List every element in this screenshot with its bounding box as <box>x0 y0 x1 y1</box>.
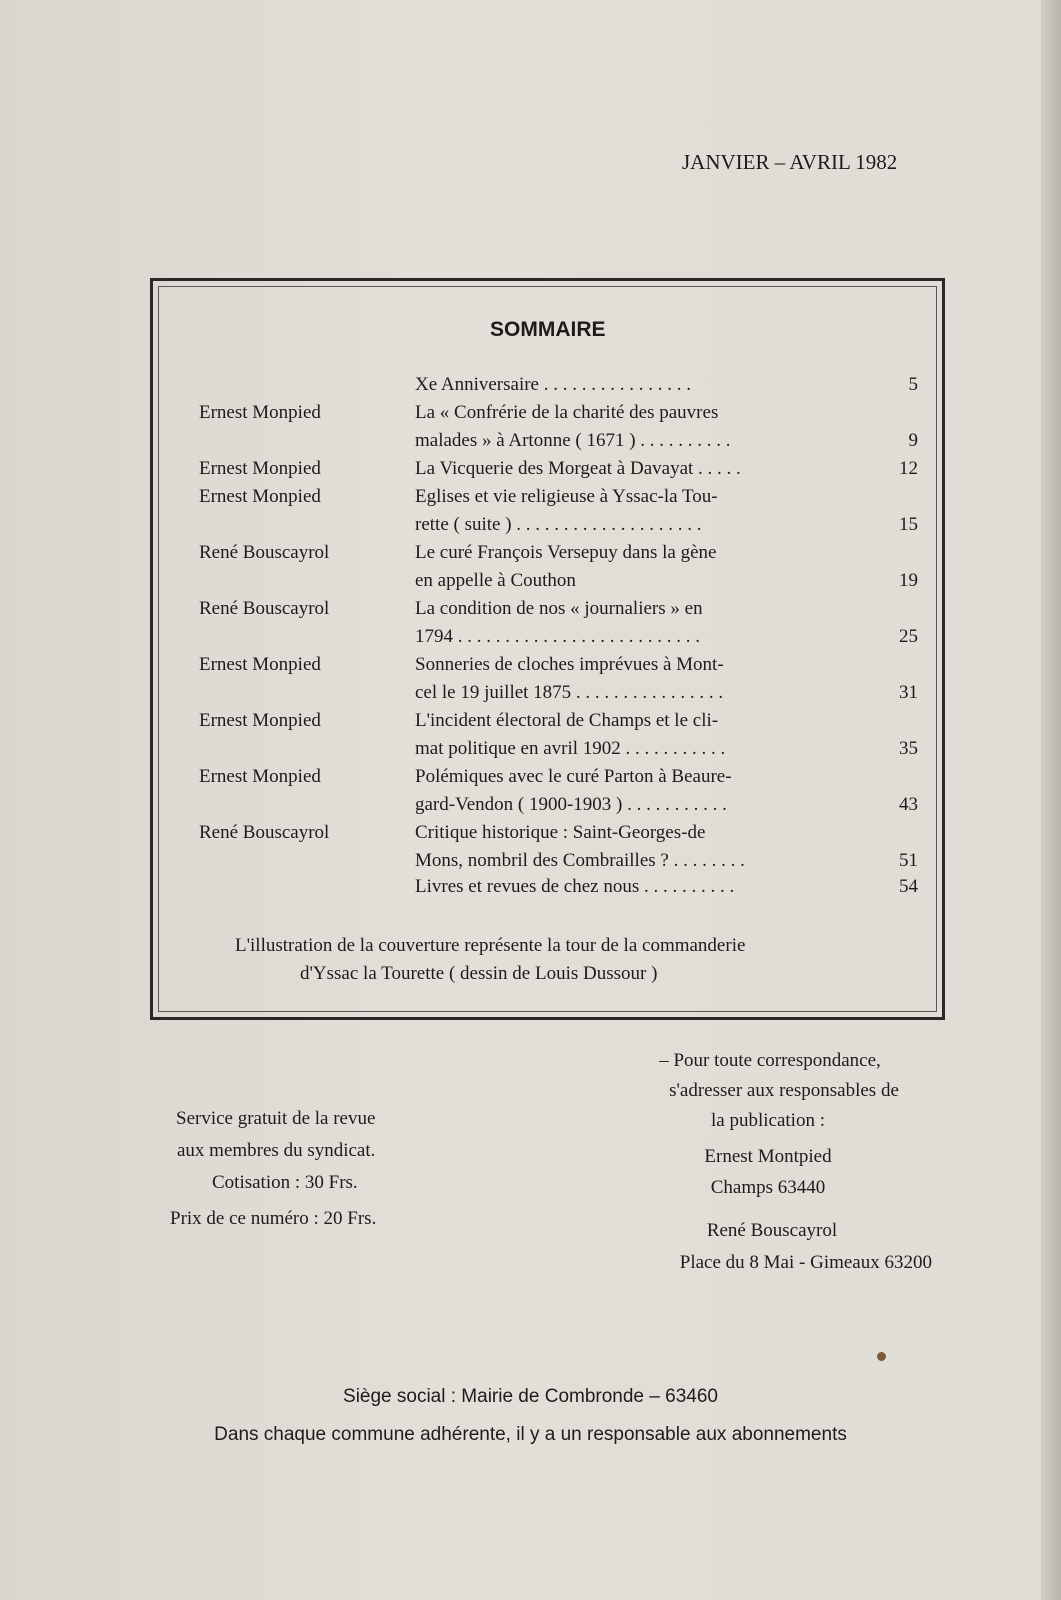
toc-author: Ernest Monpied <box>199 710 321 731</box>
toc-author: René Bouscayrol <box>199 542 330 563</box>
toc-page-number: 9 <box>908 430 918 451</box>
contact-address: Champs 63440 <box>710 1177 826 1198</box>
toc-author: Ernest Monpied <box>199 458 321 479</box>
toc-page-number: 54 <box>899 876 918 897</box>
contact-line: s'adresser aux responsables de <box>669 1080 899 1101</box>
toc-author: Ernest Monpied <box>199 654 321 675</box>
toc-page-number: 15 <box>899 514 918 535</box>
contact-line: la publication : <box>711 1110 825 1131</box>
toc-title-line: Critique historique : Saint-Georges-de <box>415 822 706 843</box>
toc-page-number: 19 <box>899 570 918 591</box>
toc-title-line: malades » à Artonne ( 1671 ) . . . . . . . . . . <box>415 430 731 451</box>
toc-title-line: La « Confrérie de la charité des pauvres <box>415 402 719 423</box>
toc-page-number: 43 <box>899 794 918 815</box>
siege-social: Siège social : Mairie de Combronde – 63460 <box>343 1386 718 1407</box>
abonnements-note: Dans chaque commune adhérente, il y a un responsable aux abonnements <box>214 1424 847 1445</box>
toc-title-line: Sonneries de cloches imprévues à Mont- <box>415 654 724 675</box>
toc-author: Ernest Monpied <box>199 486 321 507</box>
toc-title-line: mat politique en avril 1902 . . . . . . . . . . . <box>415 738 726 759</box>
cotisation: Cotisation : 30 Frs. <box>212 1172 358 1193</box>
contact-name: René Bouscayrol <box>706 1220 838 1241</box>
toc-page-number: 5 <box>908 374 918 395</box>
toc-title-line: cel le 19 juillet 1875 . . . . . . . . . . . . . . . . <box>415 682 724 703</box>
contact-name: Ernest Montpied <box>704 1146 832 1167</box>
toc-title-line: Eglises et vie religieuse à Yssac-la Tou- <box>415 486 718 507</box>
bleed-through-text <box>440 185 447 211</box>
toc-page-number: 31 <box>899 682 918 703</box>
contact-line: – Pour toute correspondance, <box>659 1050 881 1071</box>
ink-spot <box>877 1352 886 1361</box>
toc-title-line: La Vicquerie des Morgeat à Davayat . . . . . <box>415 458 741 479</box>
toc-title-line: Mons, nombril des Combrailles ? . . . . . . . . <box>415 850 745 871</box>
toc-title-line: L'incident électoral de Champs et le cli- <box>415 710 719 731</box>
page-spine <box>1041 0 1061 1600</box>
toc-title-line: La condition de nos « journaliers » en <box>415 598 703 619</box>
toc-title-line: Le curé François Versepuy dans la gène <box>415 542 717 563</box>
toc-title-line: Livres et revues de chez nous . . . . . . . . . . <box>415 876 735 897</box>
service-line: Service gratuit de la revue <box>176 1108 376 1129</box>
toc-page-number: 25 <box>899 626 918 647</box>
toc-author: Ernest Monpied <box>199 402 321 423</box>
contact-address: Place du 8 Mai - Gimeaux 63200 <box>679 1252 932 1273</box>
toc-author: René Bouscayrol <box>199 822 330 843</box>
toc-title-line: rette ( suite ) . . . . . . . . . . . . . . . . . . . . <box>415 514 702 535</box>
toc-title-line: Polémiques avec le curé Parton à Beaure- <box>415 766 732 787</box>
issue-date: JANVIER – AVRIL 1982 <box>682 150 898 174</box>
toc-title-line: en appelle à Couthon <box>415 570 576 591</box>
cover-illustration-note: d'Yssac la Tourette ( dessin de Louis Dussour ) <box>300 963 658 984</box>
toc-author: Ernest Monpied <box>199 766 321 787</box>
toc-title-line: Xe Anniversaire . . . . . . . . . . . . . . . . <box>415 374 691 395</box>
toc-title-line: gard-Vendon ( 1900-1903 ) . . . . . . . . . . . <box>415 794 727 815</box>
toc-page-number: 12 <box>899 458 918 479</box>
toc-page-number: 51 <box>899 850 918 871</box>
toc-title-line: 1794 . . . . . . . . . . . . . . . . . . . . . . . . . . <box>415 626 700 647</box>
sommaire-title: SOMMAIRE <box>490 318 606 341</box>
toc-author: René Bouscayrol <box>199 598 330 619</box>
prix-numero: Prix de ce numéro : 20 Frs. <box>170 1208 377 1229</box>
toc-page-number: 35 <box>899 738 918 759</box>
service-line: aux membres du syndicat. <box>177 1140 376 1161</box>
cover-illustration-note: L'illustration de la couverture représente la tour de la commanderie <box>235 935 746 956</box>
